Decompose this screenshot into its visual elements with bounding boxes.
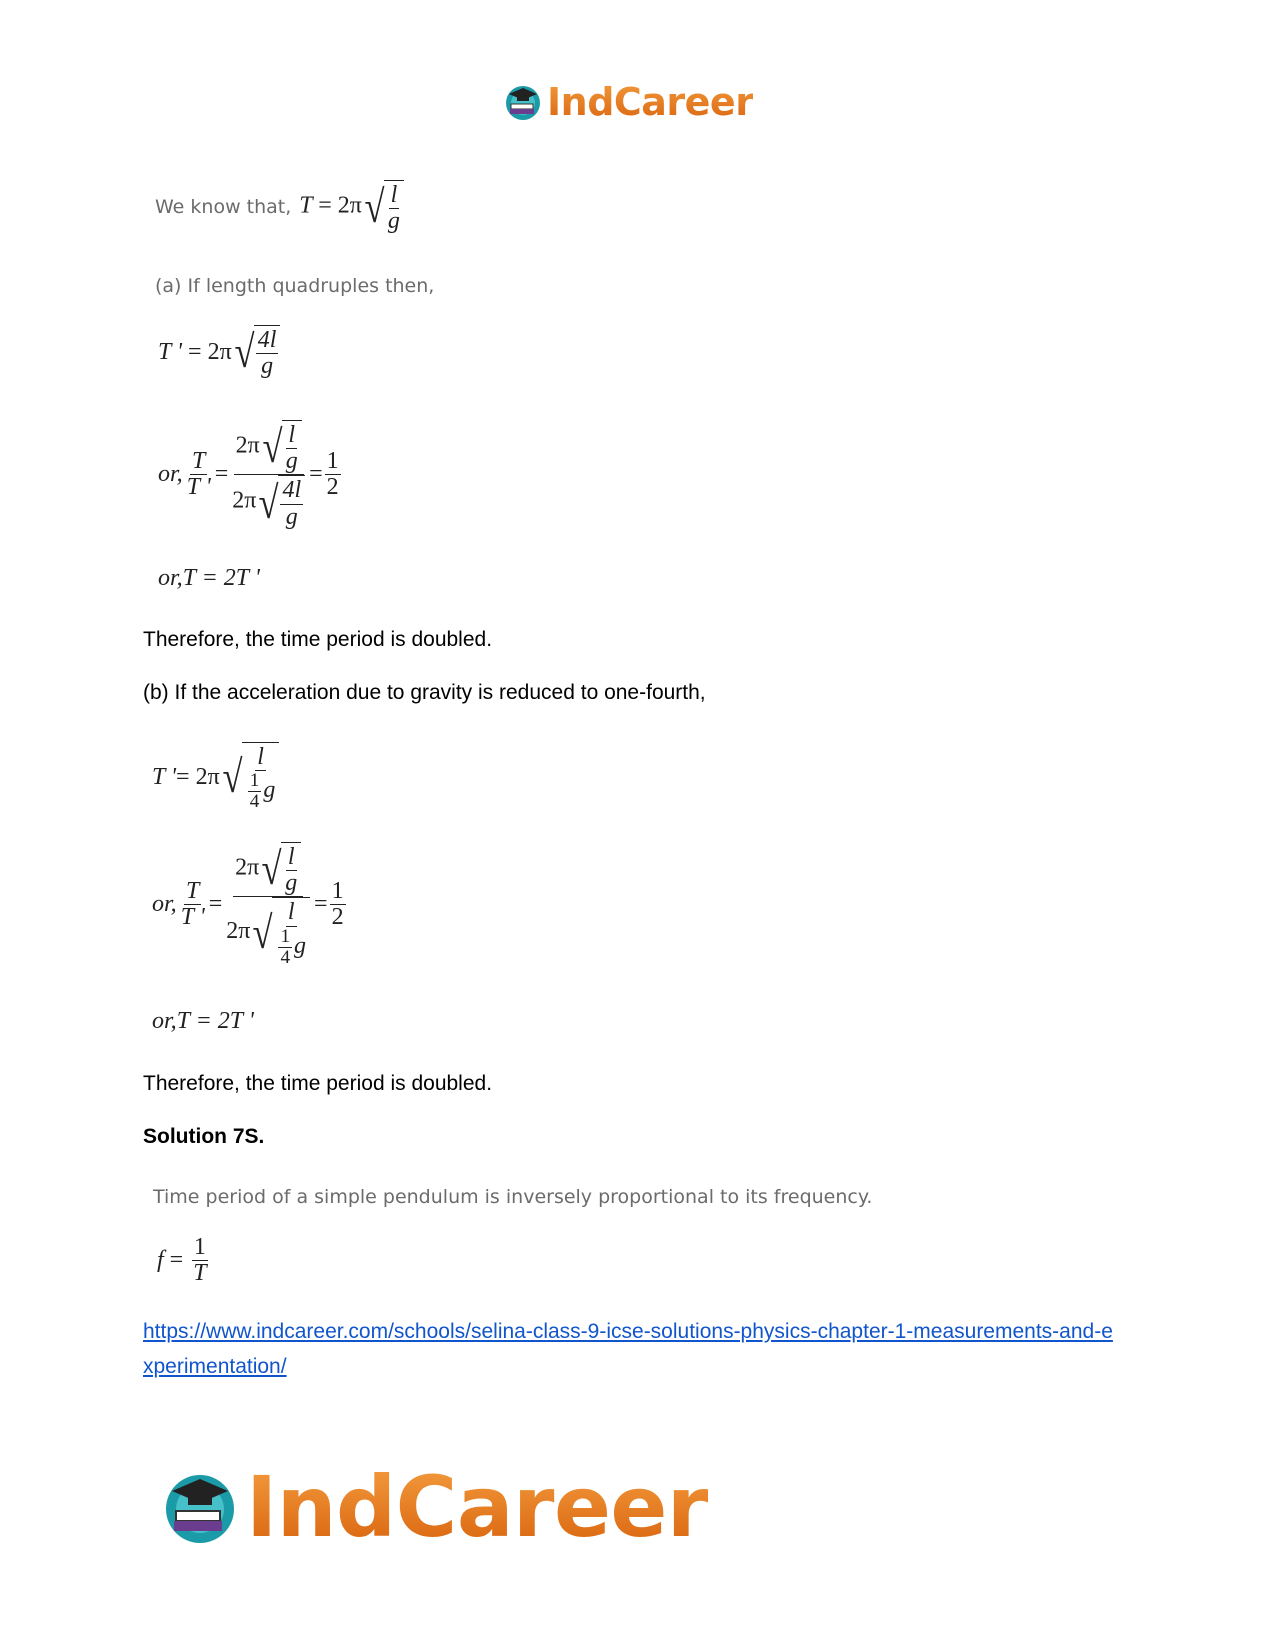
graduation-cap-books-globe-icon xyxy=(503,82,543,122)
formula-b-tprime: T ' = 2π √ l $\frac{1}{4}$ g xyxy=(152,742,279,813)
formula-known xyxy=(155,180,404,234)
formula-b-result: or,T = 2T ' xyxy=(152,1008,254,1034)
formula-a-tprime: T ' = 2π √ $\frac{4l}{g}$ xyxy=(158,325,280,379)
know-that-text: We know that, xyxy=(155,196,292,219)
inverse-text: Time period of a simple pendulum is inversely proportional to its frequency. xyxy=(153,1186,873,1208)
graduation-cap-books-globe-icon xyxy=(160,1467,240,1547)
header-logo xyxy=(503,80,753,124)
footer-logo xyxy=(160,1458,708,1556)
brand-name: IndCareer xyxy=(547,80,754,124)
solution-heading: Solution 7S. xyxy=(143,1125,265,1148)
conclusion-b: Therefore, the time period is doubled. xyxy=(143,1072,493,1095)
source-link[interactable]: https://www.indcareer.com/schools/selina-class-9-icse-solutions-physics-chapter-1-measurements-and-experimentation/ xyxy=(143,1320,1113,1378)
case-b-text: (b) If the acceleration due to gravity is reduced to one-fourth, xyxy=(143,681,706,704)
conclusion-a: Therefore, the time period is doubled. xyxy=(143,628,493,651)
formula-b-ratio: or, $\frac{T}{T '}$ = 2π √ $\frac{l}{g}$ 2π √ l $\frac{1}{4}$ g = $\frac{1}{2}$ xyxy=(152,843,344,968)
case-a-text: (a) If length quadruples then, xyxy=(155,275,435,297)
formula-frequency: f = $\frac{1}{T}$ xyxy=(157,1234,207,1287)
formula-period: T = 2π √ $\frac{l}{g}$ xyxy=(299,180,404,234)
brand-name-footer: IndCareer xyxy=(246,1458,708,1556)
formula-a-result: or,T = 2T ' xyxy=(158,565,260,591)
formula-a-ratio: or, $\frac{T}{T '}$ = 2π √ $\frac{l}{g}$ 2π √ $\frac{4l}{g}$ = $\frac{1}{2}$ xyxy=(158,421,339,530)
